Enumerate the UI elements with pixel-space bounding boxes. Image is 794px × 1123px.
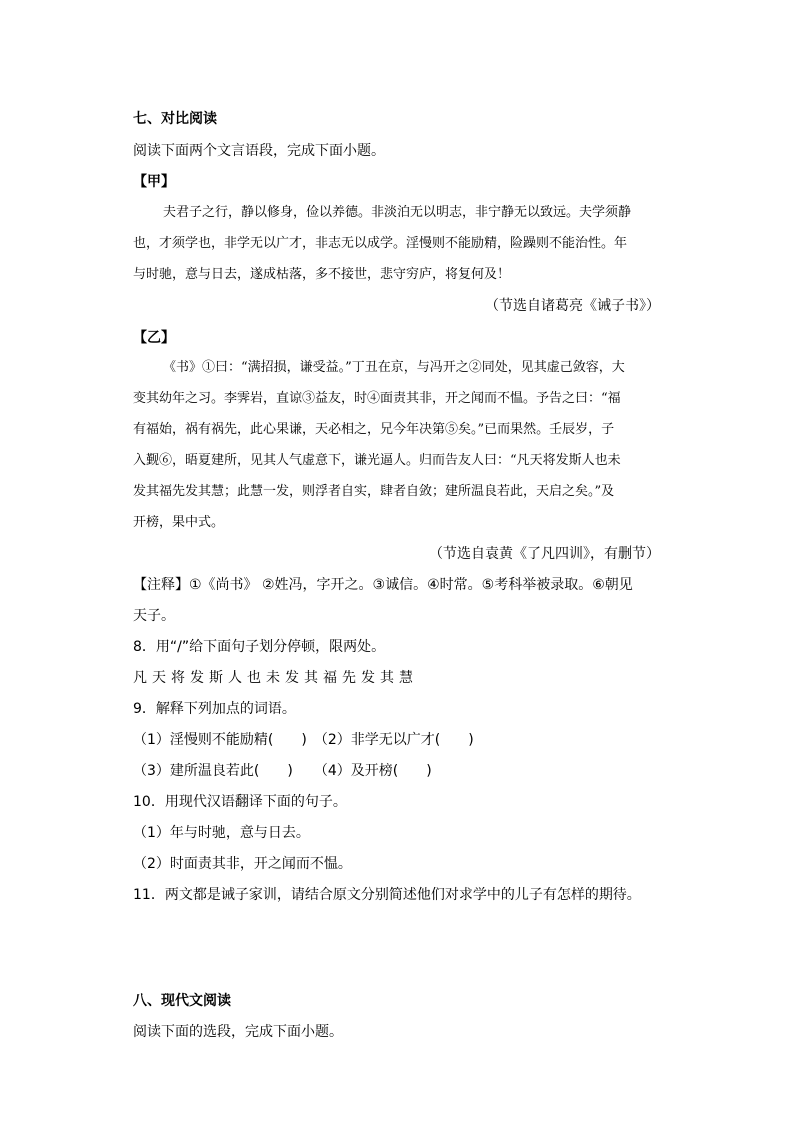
yi-line-5: 发其福先发其慧；此慧一发，则浮者自实，肆者自敛；建所温良若此，天启之矣。”及 (133, 484, 615, 499)
section7-heading: 七、对比阅读 (133, 111, 217, 127)
q9-stem: 9．解释下列加点的词语。 (133, 701, 296, 717)
q8-stem: 8．用“/”给下面句子划分停顿，限两处。 (133, 639, 386, 655)
yi-line-1: 《书》①曰：“满招损，谦受益。”丁丑在京，与冯开之②同处，见其虚己敛容，大 (163, 360, 625, 375)
yi-line-3: 有福始，祸有祸先，此心果谦，天必相之，兄今年决第⑤矣。”已而果然。壬辰岁，子 (133, 422, 615, 437)
q9-row-2: （3）建所温良若此( ) （4）及开榜( ) (133, 763, 432, 779)
jia-line-3: 与时驰，意与日去，遂成枯落，多不接世，悲守穷庐，将复何及！ (133, 267, 511, 282)
section8-instruction: 阅读下面的选段，完成下面小题。 (133, 1024, 343, 1040)
notes-line-1: 【注释】①《尚书》 ②姓冯，字开之。③诚信。④时常。⑤考科举被录取。⑥朝见 (133, 577, 633, 593)
notes-line-2: 天子。 (133, 608, 175, 624)
q10-sentence-2: （2）时面责其非，开之闻而不愠。 (133, 856, 352, 872)
yi-label: 【乙】 (133, 330, 175, 346)
section8-heading: 八、现代文阅读 (133, 993, 231, 1009)
yi-source: （节选自袁黄《了凡四训》，有删节） (429, 546, 660, 562)
section7-instruction: 阅读下面两个文言语段，完成下面小题。 (133, 143, 385, 159)
jia-source: （节选自诸葛亮《诫子书》） (485, 298, 660, 314)
q11-stem: 11．两文都是诫子家训，请结合原文分别简述他们对求学中的儿子有怎样的期待。 (133, 887, 641, 903)
yi-line-6: 开榜，果中式。 (133, 515, 225, 530)
jia-line-1: 夫君子之行，静以修身，俭以养德。非淡泊无以明志，非宁静无以致远。夫学须静 (163, 205, 632, 220)
yi-line-2: 变其幼年之习。李霁岩，直谅③益友，时④面责其非，开之闻而不愠。予告之曰：“福 (133, 391, 621, 406)
jia-line-2: 也，才须学也，非学无以广才，非志无以成学。淫慢则不能励精，险躁则不能治性。年 (133, 236, 628, 251)
q10-sentence-1: （1）年与时驰，意与日去。 (133, 825, 310, 841)
yi-line-4: 入觐⑥，晤夏建所，见其人气虚意下，谦光逼人。归而告友人曰：“凡天将发斯人也未 (133, 453, 621, 468)
q9-row-1: （1）淫慢则不能励精( ) （2）非学无以广才( ) (133, 732, 474, 748)
q10-stem: 10．用现代汉语翻译下面的句子。 (133, 794, 347, 810)
q8-sentence: 凡天将发斯人也未发其福先发其慧 (133, 670, 418, 686)
jia-label: 【甲】 (133, 174, 175, 190)
